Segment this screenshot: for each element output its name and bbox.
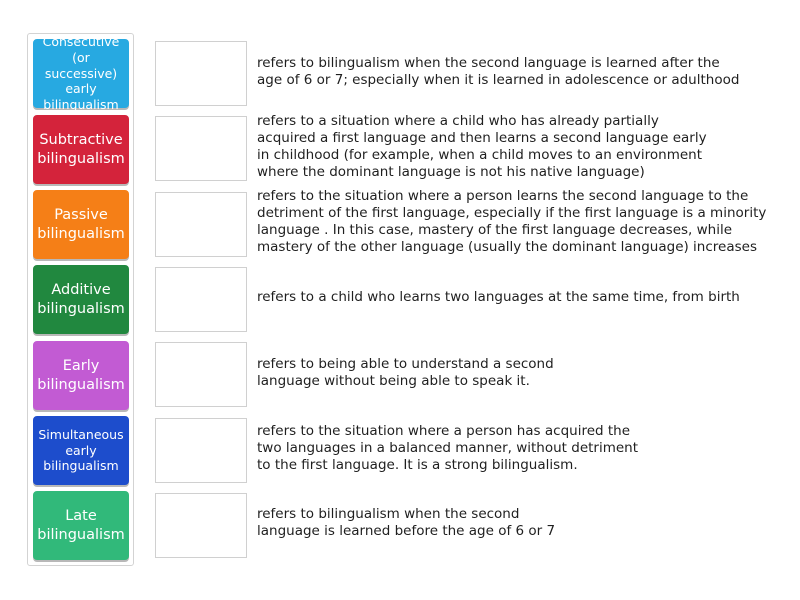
drop-slot-3[interactable] [155,192,247,257]
drop-slot-2[interactable] [155,116,247,181]
definition-text-3: refers to the situation where a person learns the second language to the detriment of the first language, especially if the first language is a minority language . In this case, mastery of the first language decreases, while mastery of the other language (usually the dominant language) increases [257,188,767,255]
definition-text-1: refers to bilingualism when the second language is learned after the age of 6 or 7; especially when it is learned in adolescence or adulthood [257,55,740,88]
drop-slot-1[interactable] [155,41,247,106]
drop-slot-4[interactable] [155,267,247,332]
definition-text-6: refers to the situation where a person has acquired the two languages in a balanced manner, without detriment to the first language. It is a strong bilingualism. [257,423,639,473]
tile-subtractive-bilingualism[interactable] [33,115,129,184]
drop-slot-7[interactable] [155,493,247,558]
drop-slot-6[interactable] [155,418,247,483]
tile-label: Early bilingualism [37,358,125,393]
tile-consecutive-early-bilingualism[interactable] [33,34,129,112]
tile-early-bilingualism[interactable] [33,341,129,410]
tile-late-bilingualism[interactable] [33,491,129,560]
tile-label: Late bilingualism [37,508,125,543]
tile-additive-bilingualism[interactable] [33,265,129,334]
definition-text-2: refers to a situation where a child who has already partially acquired a first language and then learns a second language early in childhood (for example, when a child moves to an environment where the dominant language is not his native language) [257,113,707,180]
definition-text-4: refers to a child who learns two languages at the same time, from birth [257,289,740,305]
tile-label: Subtractive bilingualism [37,132,125,167]
tile-label: Consecutive (or successive) early bilingualism [42,34,120,112]
tile-simultaneous-early-bilingualism[interactable] [33,416,129,485]
tile-passive-bilingualism[interactable] [33,190,129,259]
tile-label: Passive bilingualism [37,207,125,242]
drop-slot-5[interactable] [155,342,247,407]
tile-label: Simultaneous early bilingualism [38,427,124,474]
definition-text-7: refers to bilingualism when the second language is learned before the age of 6 or 7 [257,506,556,539]
tile-label: Additive bilingualism [37,282,125,317]
definition-text-5: refers to being able to understand a second language without being able to speak it. [257,356,554,389]
